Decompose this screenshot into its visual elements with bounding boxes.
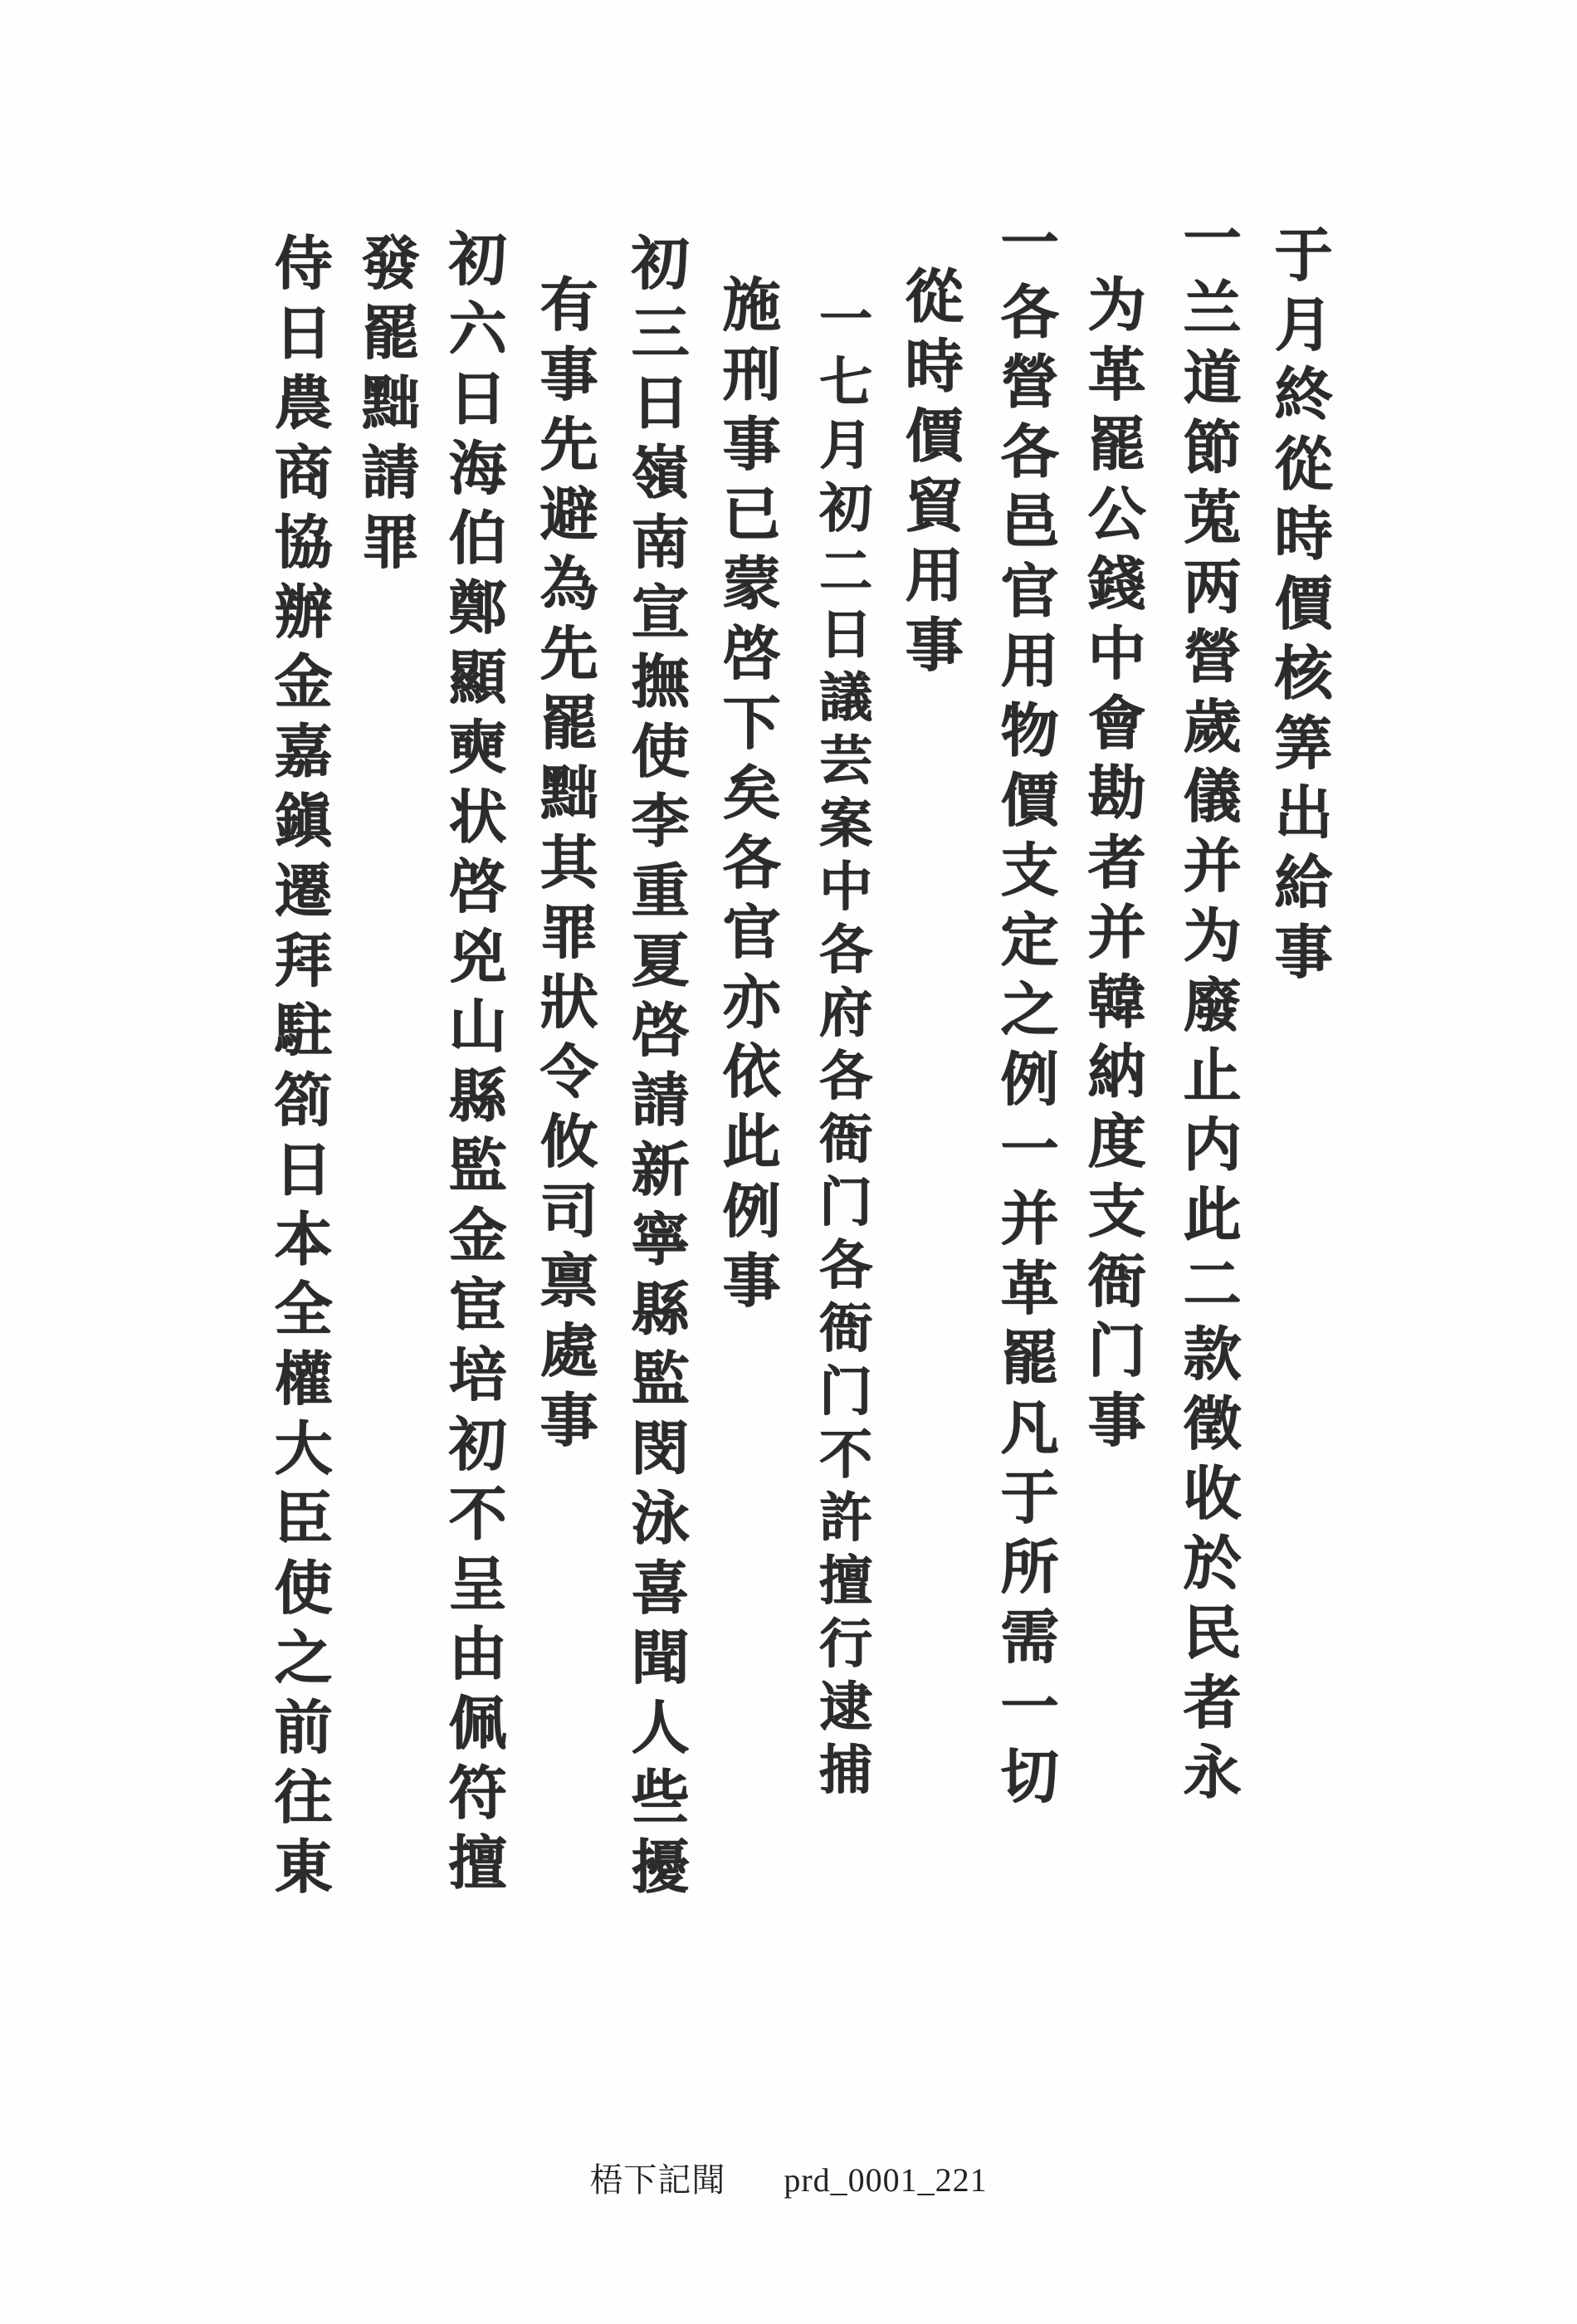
text-column-3: 为革罷公錢中會勘者并韓納度支衙门事 xyxy=(1078,274,1147,1459)
text-column-1: 于月終從時價核筭出給事 xyxy=(1265,224,1334,991)
text-column-12: 侍日農商協辦金嘉鎭遷拜駐箚日本全權大臣使之前往東 xyxy=(265,232,334,1906)
manuscript-text-block xyxy=(249,208,1334,1906)
text-column-7: 施刑事已蒙啓下矣各官亦依此例事 xyxy=(713,274,782,1320)
page-identifier: prd_0001_221 xyxy=(784,2161,988,2199)
text-column-10: 初六日海伯鄭顯奭状啓兇山縣監金宦培初不呈由佩符擅 xyxy=(439,228,508,1902)
book-title: 梧下記聞 xyxy=(589,2161,726,2199)
text-column-11: 發罷黜請罪 xyxy=(352,232,421,581)
page-footer xyxy=(0,2154,1577,2201)
text-column-2: 一兰道節莵两營歲儀并为廢止内此二款徵收於民者永 xyxy=(1174,208,1243,1811)
text-column-6: 一七月初二日議芸案中各府各衙门各衙门不許擅行逮捕 xyxy=(810,290,872,1804)
text-column-8: 初三日嶺南宣撫使李重夏啓請新寧縣監閔泳喜聞人些擾 xyxy=(622,232,691,1906)
text-column-5: 從時價貿用事 xyxy=(896,266,964,684)
text-column-9: 有事先避為先罷黜其罪狀令攸司禀處事 xyxy=(530,274,599,1459)
text-column-4: 一各營各邑官用物價支定之例一并革罷凡于所需一切 xyxy=(991,212,1060,1815)
